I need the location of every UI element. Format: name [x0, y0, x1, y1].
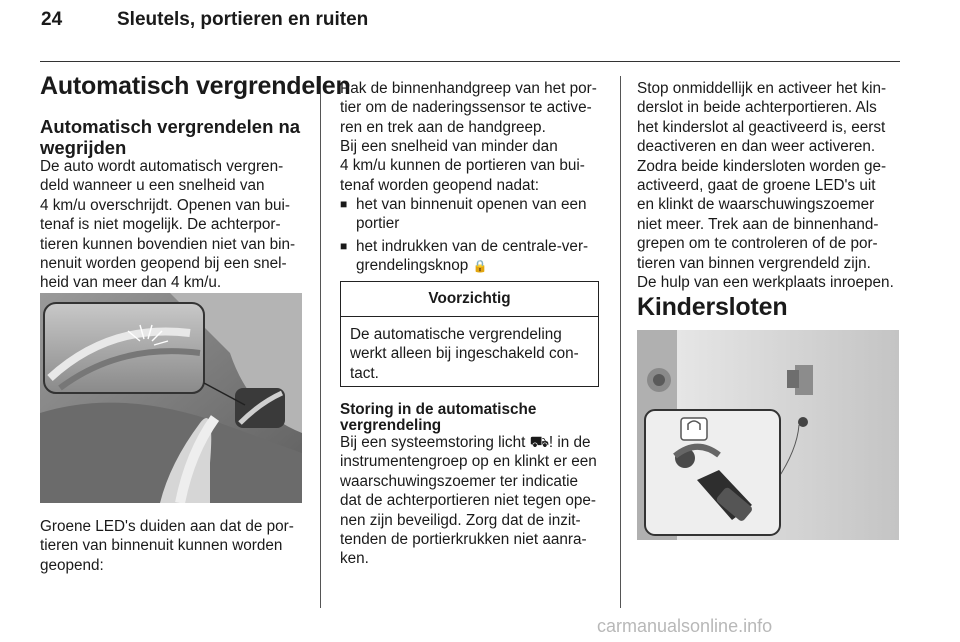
text-line: het indrukken van de centrale-ver- — [356, 238, 589, 255]
child-lock-illustration — [637, 330, 899, 540]
text-line: De automatische vergrendeling — [350, 326, 562, 343]
text-line: De auto wordt automatisch vergren- — [40, 158, 284, 175]
list-item — [340, 195, 610, 235]
text-line: tieren van binnen vergrendeld zijn. — [637, 254, 871, 272]
text-line: 4 km/u overschrijdt. Openen van bui- — [40, 196, 290, 214]
column-divider-right — [620, 76, 621, 608]
fault-heading-line-1: Storing in de automatische — [340, 401, 537, 418]
watermark: carmanualsonline.info — [597, 616, 773, 636]
section-heading-child-locks: Kindersloten — [637, 293, 788, 321]
text-line: De hulp van een werkplaats inroepen. — [637, 274, 894, 292]
text-line: tieren kunnen bovendien niet van bin- — [40, 235, 296, 253]
header-rule — [40, 61, 900, 62]
text-line: deactiveren en dan weer activeren. — [637, 138, 876, 156]
text-line: tact. — [350, 364, 379, 382]
text-line: deld wanneer u een snelheid van — [40, 177, 265, 195]
text-line: tenaf worden geopend nadat: — [340, 176, 540, 194]
fault-heading-line-2: vergrendeling — [340, 417, 442, 434]
text-line: Bij een systeemstoring licht ⛟! in de — [340, 434, 591, 451]
speed-paragraph — [340, 137, 610, 195]
text-line: portier — [356, 215, 400, 233]
child-lock-photo — [637, 330, 899, 540]
lock-icon: 🔒 — [472, 259, 488, 274]
caution-box — [340, 281, 599, 387]
text-line: nen zijn beveiligd. Zorg dat de inzit- — [340, 511, 581, 529]
text-line: nenuit worden geopend bij een snel- — [40, 255, 287, 273]
text-line: Bij een snelheid van minder dan — [340, 138, 558, 155]
text-line: Zodra beide kindersloten worden ge- — [637, 157, 887, 175]
text-line: tenden de portierkrukken niet aanra- — [340, 531, 587, 549]
text-line: het kinderslot al geactiveerd is, eerst — [637, 118, 886, 136]
text-line: grendelingsknop — [356, 257, 469, 275]
column-divider-left — [320, 76, 321, 608]
door-handle-illustration — [40, 293, 302, 503]
chapter-title: Sleutels, portieren en ruiten — [117, 9, 369, 30]
intro-paragraph — [40, 157, 320, 293]
text-line: tenaf is niet mogelijk. De achterpor- — [40, 216, 281, 234]
text-line: geopend: — [40, 556, 104, 574]
text-line: instrumentengroep op en klinkt er een — [340, 453, 597, 471]
text-line: dat de achterportieren niet tegen ope- — [340, 492, 596, 510]
text-line: Pak de binnenhandgreep van het por- — [340, 80, 597, 97]
text-line: 4 km/u kunnen de portieren van bui- — [340, 157, 585, 175]
text-line: niet meer. Trek aan de binnenhand- — [637, 215, 879, 233]
text-line: derslot in beide achterportieren. Als — [637, 99, 877, 117]
text-line: ken. — [340, 550, 369, 568]
text-line: werkt alleen bij ingeschakeld con- — [350, 345, 579, 363]
text-line: tier om de naderingssensor te active- — [340, 99, 592, 117]
text-line: het van binnenuit openen van een — [356, 196, 587, 213]
text-line: waarschuwingszoemer ter indicatie — [340, 472, 579, 490]
photo-caption — [40, 517, 320, 575]
caution-title: Voorzichtig — [341, 282, 598, 317]
list-item — [340, 237, 610, 277]
text-line: tieren van binnenuit kunnen worden — [40, 537, 283, 555]
text-line: activeerd, gaat de groene LED's uit — [637, 177, 876, 195]
subheading-line-2: wegrijden — [40, 137, 127, 158]
text-line: Stop onmiddellijk en activeer het kin- — [637, 80, 887, 97]
text-line: en klinkt de waarschuwingszoemer — [637, 196, 875, 214]
child-lock-paragraph — [637, 79, 907, 292]
text-line: ren en trek aan de handgreep. — [340, 118, 546, 136]
bullet-icon: ■ — [340, 239, 348, 253]
text-line: heid van meer dan 4 km/u. — [40, 274, 222, 292]
fault-paragraph — [340, 433, 612, 569]
text-line: Groene LED's duiden aan dat de por- — [40, 518, 294, 535]
subheading-line-1: Automatisch vergrendelen na — [40, 116, 301, 137]
door-handle-led-photo — [40, 293, 302, 503]
handle-paragraph — [340, 79, 610, 137]
section-heading-automatic-locking: Automatisch vergrendelen — [40, 72, 351, 100]
page-number: 24 — [41, 9, 63, 30]
text-line: grepen om te controleren of de por- — [637, 235, 878, 253]
bullet-icon: ■ — [340, 197, 348, 211]
